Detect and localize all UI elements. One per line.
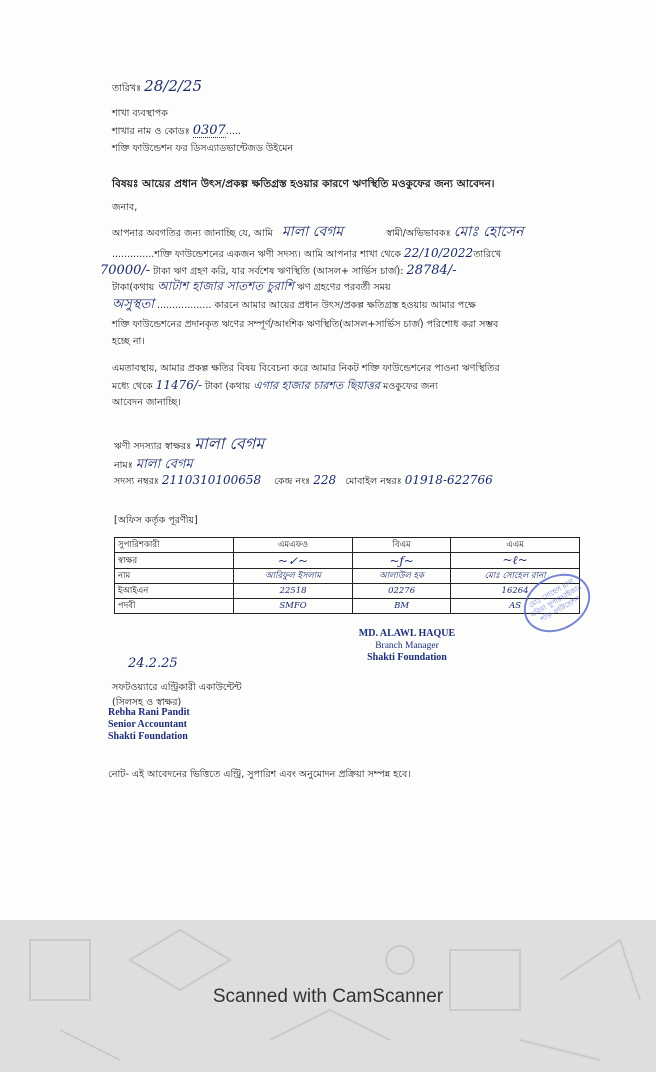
signature-cell: ~ƒ~ [353,553,451,569]
signature-cell: ~ℓ~ [451,553,580,569]
table-header: এমএফও [234,538,353,553]
accountant-label: সফটওয়্যারে এন্ট্রিকারী একাউন্টেন্ট [112,682,242,693]
table-cell: 16264 [451,584,580,599]
body-line-3 [100,264,457,278]
subject-line: বিষয়ঃ আয়ের প্রধান উৎস/প্রকল্প ক্ষতিগ্রস্ত হওয়ার কারণে ঋণস্থিতি মওকুফের জন্য আবেদন। [112,178,495,190]
body-line-5: অসুস্থতা .................. কারনে আমার আয়ের প্রধান উৎস/প্রকল্প ক্ষতিগ্রস্ত হওয়ায় আমার পক্ষে [112,297,476,312]
outstanding-words-handwritten: আটাশ হাজার সাতশত চুরাশি [157,279,294,293]
body-text: আপনার অবগতির জন্য জানাচ্ছি যে, আমি [112,228,273,239]
waive-words-handwritten: এগার হাজার চারশত ছিয়াত্তর [253,379,380,392]
body-line-2: ..............শক্তি ফাউন্ডেশনের একজন ঋণী সদস্য। আমি আপনার শাখা থেকে 22/10/2022তারিখে [112,246,502,260]
body-line-1 [112,226,524,240]
outstanding-handwritten: 28784/- [406,263,457,278]
accountant-stamp-title: Senior Accountant [108,719,187,730]
camscanner-footer [0,920,656,1072]
center-value: 228 [313,473,337,487]
body-text: টাকা(কথায় [112,282,155,293]
date-line [112,77,202,95]
row-label: ইআইএন [115,584,234,599]
table-row [115,569,580,584]
accountant-handwritten-date: 24.2.25 [128,656,178,671]
branch-code: 0307 [192,123,226,138]
table-header: বিএম [353,538,451,553]
body-text: মওকুফের জন্য [383,381,438,392]
body-line-6: শক্তি ফাউন্ডেশনের প্রদানকৃত ঋণের সম্পূর্ণ/আংশিক ঋণস্থিতি(আসল+সার্ভিস চার্জ) পরিশোধ করা সম্ভব [112,319,499,330]
table-cell: আরিফুল ইসলাম [234,569,353,584]
waive-amount-handwritten: 11476/- [155,378,202,392]
row-label: পদবী [115,599,234,614]
bm-stamp-org: Shakti Foundation [367,652,447,663]
table-cell: SMFO [234,599,353,614]
center-label: কেন্দ্র নংঃ [274,476,311,487]
footer-note: নোট- এই আবেদনের ভিত্তিতে এন্ট্রি, সুপারিশ এবং অনুমোদন প্রক্রিয়া সম্পন্ন হবে। [108,769,411,780]
round-seal: মোঃ সোহেল রানা এরিয়া সুপারভাইজার শক্তি ফাউন্ডেশন [513,562,601,644]
accountant-stamp-name: Rebha Rani Pandit [108,707,190,718]
reason-handwritten: অসুস্থতা [112,297,154,312]
mobile-value: 01918-622766 [404,473,493,487]
office-use-label: [অফিস কর্তৃক পূরণীয়] [114,515,198,526]
body-text: শক্তি ফাউন্ডেশনের একজন ঋণী সদস্য। আমি আপনার শাখা থেকে [154,249,401,260]
member-sign-line [114,434,265,453]
body-text: মধ্যে থেকে [112,381,153,392]
table-header-row [115,538,580,553]
row-label: স্বাক্ষর [115,553,234,569]
approval-table [114,537,580,614]
body2-line-3: আবেদন জানাচ্ছি। [112,397,181,408]
org-line: শক্তি ফাউন্ডেশন ফর ডিসএ্যাডভান্টেজড উইমেন [112,143,294,154]
member-id-value: 2110310100658 [161,473,262,487]
body-text: স্বামী/অভিভাবকঃ [386,228,451,239]
guardian-handwritten: মোঃ হোসেন [453,224,524,240]
loan-date-handwritten: 22/10/2022 [404,246,474,260]
signature-cell: ~✓~ [234,553,353,569]
salutation: জনাব, [112,202,138,213]
member-name-line [114,458,193,472]
member-sign-label: ঋণী সদস্যার স্বাক্ষরঃ [114,441,192,452]
table-cell: BM [353,599,451,614]
accountant-stamp-org: Shakti Foundation [108,731,188,742]
accountant-label-2: (সিলসহ ও স্বাক্ষর) [112,697,182,708]
camscanner-label: Scanned with CamScanner [212,986,444,1007]
table-cell: 22518 [234,584,353,599]
table-row [115,584,580,599]
table-header: সুপারিশকারী [115,538,234,553]
table-cell: মোঃ সোহেল রানা [451,569,580,584]
table-cell: AS [451,599,580,614]
recipient-line: শাখা ব্যবস্থাপক [112,108,168,119]
date-label: তারিখঃ [112,83,142,94]
body2-line-2 [112,379,438,393]
body-text: কারনে আমার আয়ের প্রধান উৎস/প্রকল্প ক্ষতিগ্রস্ত হওয়ায় আমার পক্ষে [214,300,476,311]
body-line-7: হচ্ছে না। [112,336,145,347]
body-text: ঋণ গ্রহণের পরবর্তী সময় [297,282,391,293]
branch-line: শাখার নাম ও কোডঃ 0307..... [112,123,241,138]
body-line-4 [112,280,391,294]
bm-stamp-title: Branch Manager [375,641,439,651]
body-text: টাকা ঋণ গ্রহণ করি, যার সর্বশেষ ঋণস্থিতি (আসল+ সার্ভিস চার্জ): [153,266,404,277]
member-name-value: মালা বেগম [135,457,193,472]
table-row [115,599,580,614]
member-name-handwritten: মালা বেগম [281,224,344,240]
member-name-label: নামঃ [114,460,133,471]
table-cell: 02276 [353,584,451,599]
body2-line-1: এমতাবস্থায়, আমার প্রকল্প ক্ষতির বিষয় বিবেচনা করে আমার নিকট শক্তি ফাউন্ডেশনের পাওনা ঋণস্থিতির [112,363,500,374]
loan-amount-handwritten: 70000/- [100,263,151,278]
table-row [115,553,580,569]
accountant-stamp [108,707,190,743]
body-text: টাকা (কথায় [205,381,251,392]
table-header: এএম [451,538,580,553]
bm-stamp-name: MD. ALAWL HAQUE [358,628,456,639]
bm-stamp [350,628,464,664]
member-signature: মালা বেগম [194,434,265,453]
date-value: 28/2/25 [144,77,202,95]
table-cell: আলাউল হক [353,569,451,584]
branch-label: শাখার নাম ও কোডঃ [112,126,190,137]
member-id-label: সদস্য নম্বরঃ [114,476,159,487]
member-id-line [114,474,493,488]
body-text: তারিখে [473,249,502,260]
row-label: নাম [115,569,234,584]
mobile-label: মোবাইল নম্বরঃ [345,476,402,487]
